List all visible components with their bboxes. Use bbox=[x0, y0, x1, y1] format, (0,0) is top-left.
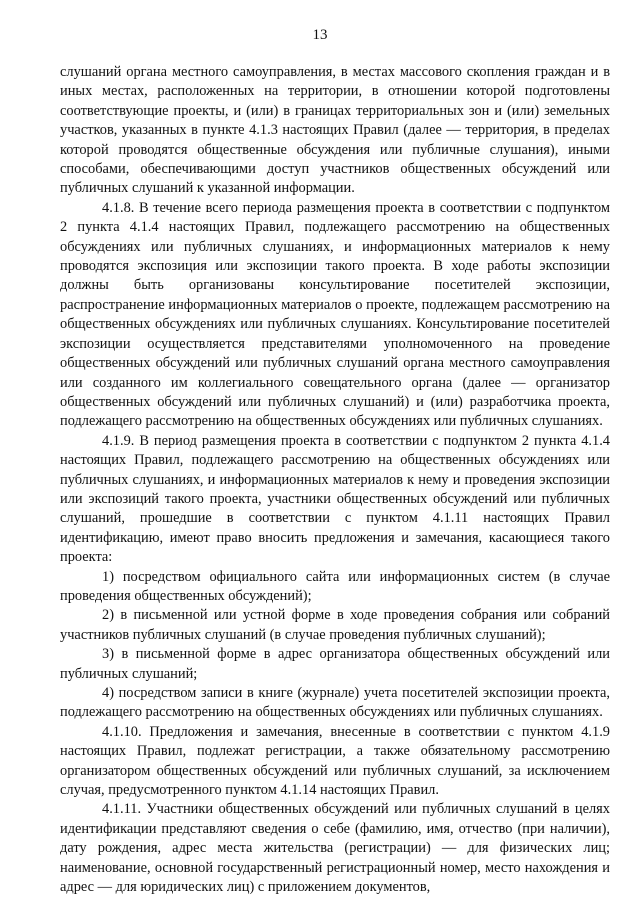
list-item-4: 4) посредством записи в книге (журнале) учета посетителей экспозиции проекта, подлежащего рассмотрению на общественных обсуждениях или публичных слушаниях. bbox=[60, 685, 610, 721]
paragraph-4-1-11: 4.1.11. Участники общественных обсуждений или публичных слушаний в целях идентификации представляют сведения о себе (фамилию, имя, отчество (при наличии), дату рождения, адрес места жительства (регистрации) — для физических лиц; наименование, основной государственный регистрационный номер, место нахождения и адрес — для юридических лиц) с приложением документов, bbox=[60, 801, 610, 896]
paragraph-4-1-8: 4.1.8. В течение всего периода размещения проекта в соответствии с подпунктом 2 пункта 4.1.4 настоящих Правил, подлежащего рассмотрению на общественных обсуждениях или публичных слушаниях, и информационных материалов к нему проводятся экспозиция или экспозиции такого проекта. В ходе работы экспозиции должны быть организованы консультирование посетителей экспозиции, распространение информационных материалов о проекте, подлежащем рассмотрению на общественных обсуждениях или публичных слушаниях. Консультирование посетителей экспозиции осуществляется представителями уполномоченного на проведение общественных обсуждений или публичных слушаний органа местного самоуправления или созданного им коллегиального совещательного органа (далее — организатор общественных обсуждений или публичных слушаний) и (или) разработчика проекта, подлежащего рассмотрению на общественных обсуждениях или публичных слушаниях. bbox=[60, 199, 610, 430]
paragraph-continuation: слушаний органа местного самоуправления, в местах массового скопления граждан и в иных местах, расположенных на территории, в отношении которой подготовлены соответствующие проекты, и (или) в границах территориальных зон и (или) земельных участков, указанных в пункте 4.1.3 настоящих Правил (далее — территория, в пределах которой проводятся общественные обсуждения или публичные слушания), иными способами, обеспечивающими доступ участников общественных обсуждений или публичных слушаний к указанной информации. bbox=[60, 64, 610, 197]
list-item-3: 3) в письменной форме в адрес организатора общественных обсуждений или публичных слушаний; bbox=[60, 646, 610, 682]
list-item-1: 1) посредством официального сайта или информационных систем (в случае проведения общественных обсуждений); bbox=[60, 568, 610, 604]
paragraph-4-1-10: 4.1.10. Предложения и замечания, внесенные в соответствии с пунктом 4.1.9 настоящих Правил, подлежат регистрации, а также обязательному рассмотрению организатором общественных обсуждений или публичных слушаний, за исключением случая, предусмотренного пунктом 4.1.14 настоящих Правил. bbox=[60, 723, 610, 799]
page-number: 13 bbox=[312, 27, 328, 43]
document-body bbox=[60, 63, 610, 897]
paragraph-4-1-9: 4.1.9. В период размещения проекта в соответствии с подпунктом 2 пункта 4.1.4 настоящих Правил, подлежащего рассмотрению на общественных обсуждениях или публичных слушаниях, и информационных материалов к нему и проведения экспозиции или экспозиций такого проекта, участники общественных обсуждений или публичных слушаний, прошедшие в соответствии с пунктом 4.1.11 настоящих Правил идентификацию, имеют право вносить предложения и замечания, касающиеся такого проекта: bbox=[60, 432, 610, 566]
list-item-2: 2) в письменной или устной форме в ходе проведения собрания или собраний участников публичных слушаний (в случае проведения публичных слушаний); bbox=[60, 607, 610, 643]
